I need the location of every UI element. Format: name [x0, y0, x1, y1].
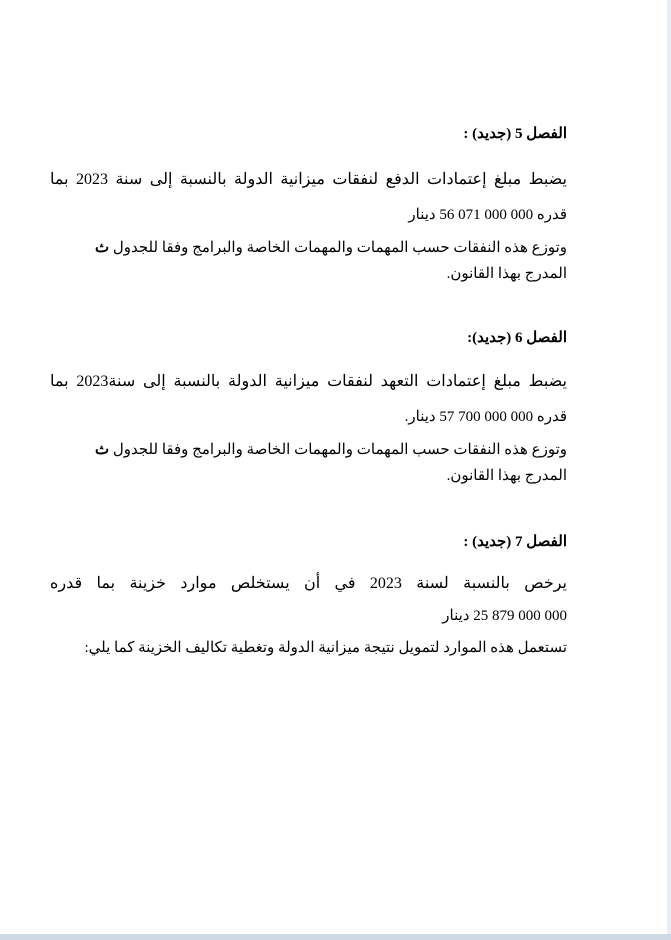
- section-5-closing-line: المدرج بهذا القانون.: [446, 266, 567, 282]
- section-7-paragraph-line-1: يرخص بالنسبة لسنة 2023 في أن يستخلص موارد خزينة بما قدره: [50, 575, 567, 592]
- section-6-amount-line: قدره 000 000 700 57 دينار.: [404, 409, 567, 425]
- section-6-paragraph-line-1: يضبط مبلغ إعتمادات التعهد لنفقات ميزانية الدولة بالنسبة إلى سنة2023 بما: [50, 373, 567, 390]
- page-edge: [667, 0, 671, 940]
- section-5-heading: الفصل 5 (جديد) :: [463, 126, 567, 142]
- section-5-paragraph-line-1: يضبط مبلغ إعتمادات الدفع لنفقات ميزانية الدولة بالنسبة إلى سنة 2023 بما: [50, 171, 568, 188]
- section-5-distribution-line: [50, 238, 567, 257]
- section-6-table-letter: ث: [94, 442, 110, 458]
- section-7-heading: الفصل 7 (جديد) :: [463, 534, 567, 550]
- section-7-amount-line: 000 000 879 25 دينار: [442, 608, 567, 624]
- section-5-amount-line: قدره 000 000 071 56 دينار: [408, 207, 567, 223]
- section-6-heading: الفصل 6 (جديد):: [467, 330, 567, 346]
- section-7-usage-line: تستعمل هذه الموارد لتمويل نتيجة ميزانية الدولة وتغطية تكاليف الخزينة كما يلي:: [84, 640, 567, 656]
- section-6-distribution-line: [50, 440, 567, 459]
- section-6-distribution-text: وتوزع هذه النفقات حسب المهمات والمهمات الخاصة والبرامج وفقا للجدول: [112, 442, 567, 458]
- page-bottom-edge: [0, 934, 671, 940]
- section-6-closing-line: المدرج بهذا القانون.: [446, 468, 567, 484]
- section-5-table-letter: ث: [94, 240, 110, 256]
- section-5-distribution-text: وتوزع هذه النفقات حسب المهمات والمهمات الخاصة والبرامج وفقا للجدول: [112, 240, 567, 256]
